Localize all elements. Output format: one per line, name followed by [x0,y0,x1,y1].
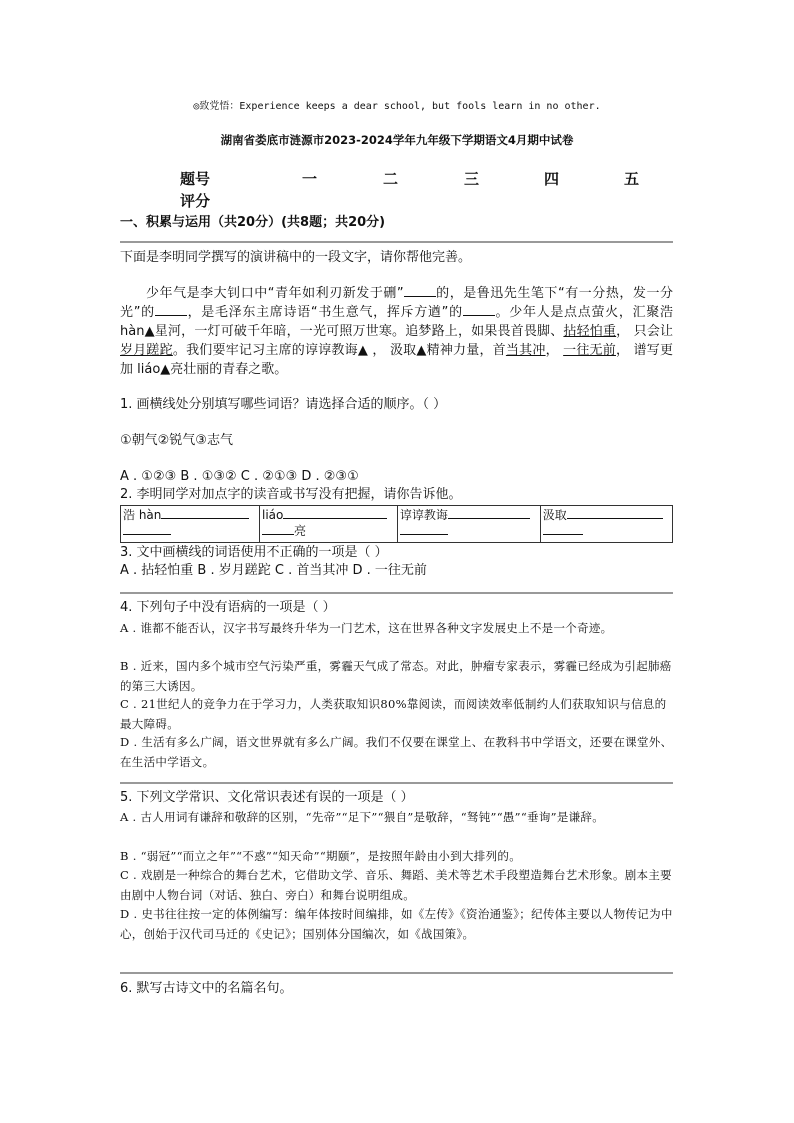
q4-option-b[interactable]: B . 近来，国内多个城市空气污染严重，雾霾天气成了常态。对此，肿瘤专家表示，雾霾已经成为引起肺癌的第三大诱因。 [120,659,672,693]
cell-label: 浩 hàn [123,508,162,522]
divider [120,592,673,594]
q4-stem: 4. 下列句子中没有语病的一项是（ ） [120,600,336,615]
cell-tail: 亮 [293,524,306,538]
answer-line[interactable] [161,507,249,519]
pinyin-cell-3[interactable] [397,506,540,543]
answer-line[interactable] [400,523,448,535]
passage-text: ， [545,343,564,358]
passage-text: 少年气是李大钊口中“青年如利刃新发于硎” [146,286,404,301]
motto-line: ◎致党悟：Experience keeps a dear school, but fools learn in no other. [193,101,601,112]
exam-title: 湖南省娄底市涟源市2023-2024学年九年级下学期语文4月期中试卷 [220,133,574,147]
passage-text: ， 只会让 [616,324,673,339]
answer-line[interactable] [567,507,663,519]
q5-option-d[interactable]: D . 史书往往按一定的体例编写：编年体按时间编排，如《左传》《资治通鉴》；纪传体主要以人物传记为中心，创始于汉代司马迁的《史记》；国别体分国编次，如《战国策》。 [120,907,673,941]
q4-option-c[interactable]: C . 21世纪人的竞争力在于学习力，人类获取知识80%靠阅读，而阅读效率低制约人们获取知识与信息的最大障碍。 [120,697,667,731]
q5-option-b[interactable]: B . “弱冠”“而立之年”“不惑”“知天命”“期颐”，是按照年龄由小到大排列的。 [120,849,522,863]
q3-stem: 3. 文中画横线的词语使用不正确的一项是（ ） [120,545,388,560]
passage-text: 。我们要牢记习主席的谆谆教诲▲ ， 汲取▲精神力量，首 [172,343,506,358]
score-col-5: 五 [624,170,640,188]
intro-text: 下面是李明同学撰写的演讲稿中的一段文字，请你帮他完善。 [120,250,472,265]
answer-line[interactable] [448,507,530,519]
passage-text: ， 谱写更加 liáo▲亮壮丽的青春之歌。 [120,343,673,377]
divider [120,782,673,784]
underlined-phrase-4: 一往无前 [563,343,616,358]
pinyin-cell-2[interactable] [259,506,397,543]
score-row-label: 评分 [180,192,211,210]
q5-option-c[interactable]: C . 戏剧是一种综合的舞台艺术，它借助文学、音乐、舞蹈、美术等艺术手段塑造舞台艺术形象。剧本主要由剧中人物台词（对话、独白、旁白）和舞台说明组成。 [120,868,672,902]
answer-line[interactable] [262,523,294,535]
q1-options: ①朝气②锐气③志气 [120,433,233,448]
fill-blank-3[interactable] [463,303,495,316]
score-col-label: 题号 [180,170,211,188]
underlined-phrase-2: 岁月蹉跎 [120,343,173,358]
q3-answers[interactable]: A . 拈轻怕重 B . 岁月蹉跎 C . 首当其冲 D . 一往无前 [120,563,427,578]
pinyin-cell-4[interactable] [540,506,672,543]
underlined-phrase-3: 当其冲 [505,343,546,358]
pinyin-cell-1[interactable] [121,506,260,543]
score-col-1: 一 [302,170,318,188]
score-col-4: 四 [544,170,560,188]
q6-stem: 6. 默写古诗文中的名篇名句。 [120,981,293,996]
underlined-phrase-1: 拈轻怕重 [563,324,617,339]
score-col-3: 三 [464,170,480,188]
q5-stem: 5. 下列文学常识、文化常识表述有误的一项是（ ） [120,790,414,805]
q1-answers[interactable]: A . ①②③ B . ①③② C . ②①③ D . ②③① [120,469,359,484]
answer-line[interactable] [543,523,583,535]
fill-blank-1[interactable] [404,284,436,297]
divider [120,972,673,974]
cell-label: 汲取 [542,508,567,522]
fill-blank-2[interactable] [155,303,187,316]
q1-stem: 1. 画横线处分别填写哪些词语？请选择合适的顺序。（ ） [120,397,447,412]
section-heading: 一、积累与运用（共20分）(共8题；共20分) [120,215,386,230]
passage-text: 。少年人是点点萤火，汇聚浩 hàn▲星河，一灯可破千年暗，一光可照万世寒。追梦路上，如果畏首畏脚、 [120,305,673,339]
cell-label: 谆谆教诲 [399,508,448,522]
divider [120,241,673,243]
q2-stem: 2. 李明同学对加点字的读音或书写没有把握，请你告诉他。 [120,487,462,502]
answer-line[interactable] [283,507,387,519]
passage-text: ，是毛泽东主席诗语“书生意气，挥斥方遒”的 [186,305,463,320]
pinyin-table [120,505,673,543]
answer-line[interactable] [123,523,171,535]
q4-option-d[interactable]: D . 生活有多么广阔，语文世界就有多么广阔。我们不仅要在课堂上、在教科书中学语文，还要在课堂外、在生活中学语文。 [120,735,673,769]
passage-text: 的，是鲁迅先生笔下“有一分热，发一分光”的 [120,286,673,320]
cell-label: liáo [261,508,284,522]
q4-option-a[interactable]: A . 谁都不能否认，汉字书写最终升华为一门艺术，这在世界各种文字发展史上不是一个奇迹。 [120,621,613,635]
q5-option-a[interactable]: A . 古人用词有谦辞和敬辞的区别，“先帝”“足下”“猥自”是敬辞，“驽钝”“愚”“垂询”是谦辞。 [120,810,605,824]
passage [120,284,673,379]
score-col-2: 二 [383,170,399,188]
